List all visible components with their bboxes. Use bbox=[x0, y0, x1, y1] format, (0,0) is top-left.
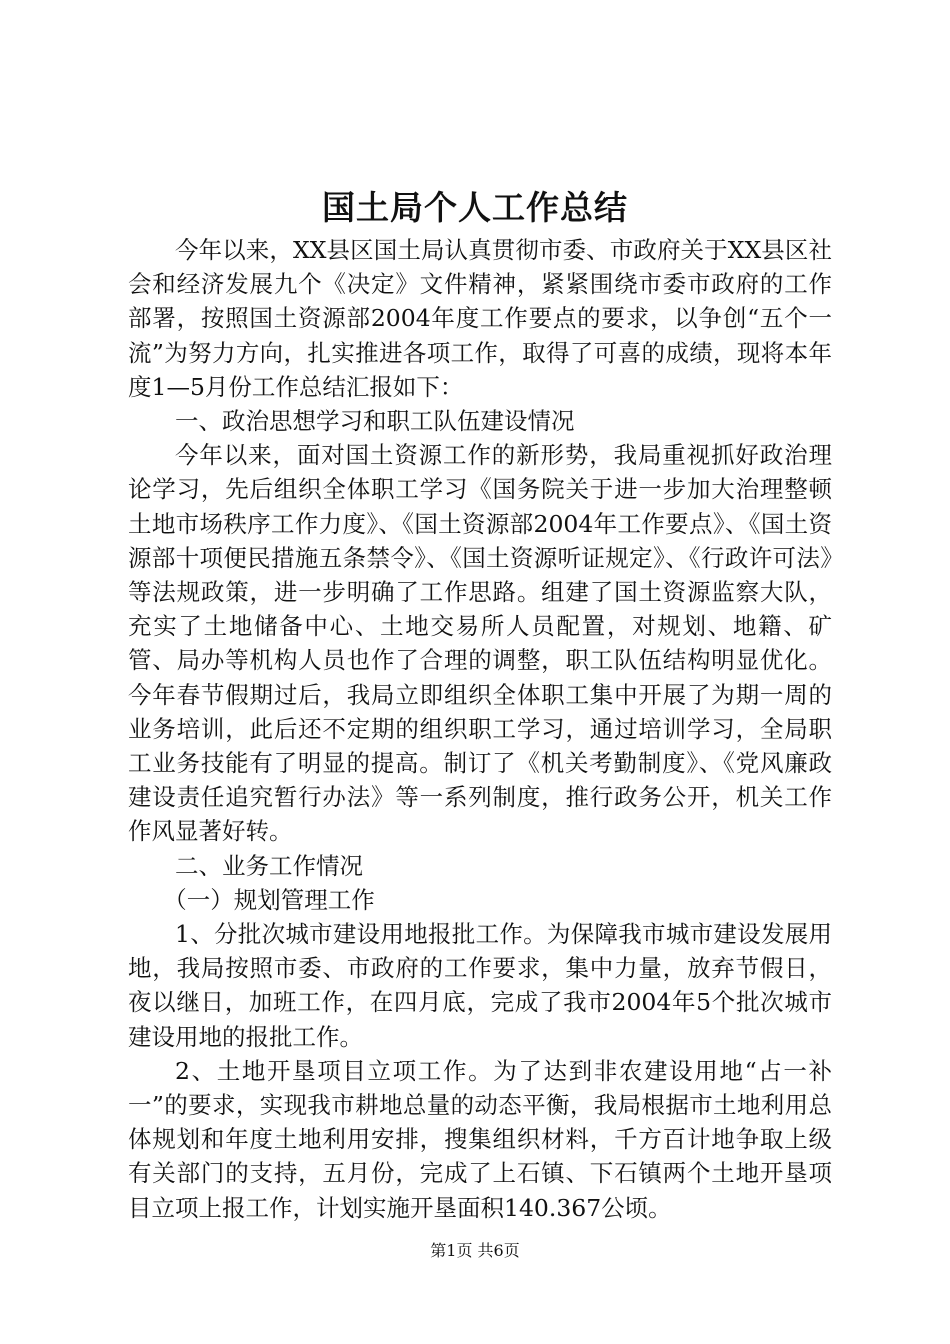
document-body bbox=[128, 233, 832, 1225]
body-paragraph: 2、土地开垦项目立项工作。为了达到非农建设用地“占一补一”的要求，实现我市耕地总量的动态平衡，我局根据市土地利用总体规划和年度土地利用安排，搜集组织材料，千方百计地争取上级有关部门的支持，五月份，完成了上石镇、下石镇两个土地开垦项目立项上报工作，计划实施开垦面积140.367公顷。 bbox=[128, 1056, 832, 1222]
page-number-footer: 第1页 共6页 bbox=[430, 1241, 520, 1260]
body-paragraph: 今年以来，面对国土资源工作的新形势，我局重视抓好政治理论学习，先后组织全体职工学习《国务院关于进一步加大治理整顿土地市场秩序工作力度》、《国土资源部2004年工作要点》、《国土资源部十项便民措施五条禁令》、《国土资源听证规定》、《行政许可法》等法规政策，进一步明确了工作思路。组建了国土资源监察大队，充实了土地储备中心、土地交易所人员配置，对规划、地籍、矿管、局办等机构人员也作了合理的调整，职工队伍结构明显优化。今年春节假期过后，我局立即组织全体职工集中开展了为期一周的业务培训，此后还不定期的组织职工学习，通过培训学习，全局职工业务技能有了明显的提高。制订了《机关考勤制度》、《党风廉政建设责任追究暂行办法》等一系列制度，推行政务公开，机关工作作风显著好转。 bbox=[128, 441, 832, 846]
body-paragraph: 1、分批次城市建设用地报批工作。为保障我市城市建设发展用地，我局按照市委、市政府的工作要求，集中力量，放弃节假日，夜以继日，加班工作，在四月底，完成了我市2004年5个批次城市建设用地的报批工作。 bbox=[128, 920, 832, 1051]
section-heading-1: 一、政治思想学习和职工队伍建设情况 bbox=[175, 407, 575, 436]
section-heading-2: 二、业务工作情况 bbox=[175, 851, 363, 880]
document-title: 国土局个人工作总结 bbox=[322, 188, 628, 227]
subsection-heading: （一）规划管理工作 bbox=[163, 885, 375, 914]
intro-paragraph: 今年以来，XX县区国土局认真贯彻市委、市政府关于XX县区社会和经济发展九个《决定》文件精神，紧紧围绕市委市政府的工作部署，按照国土资源部2004年度工作要点的要求，以争创“五个一流”为努力方向，扎实推进各项工作，取得了可喜的成绩，现将本年度1—5月份工作总结汇报如下： bbox=[128, 236, 832, 401]
